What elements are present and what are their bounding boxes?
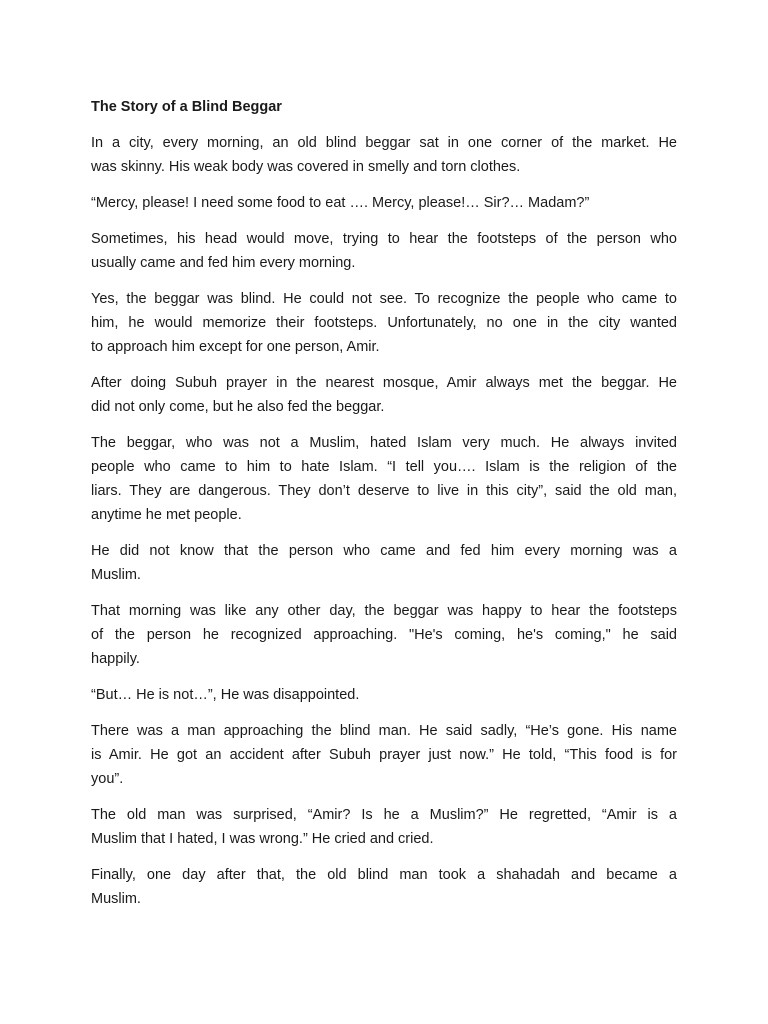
paragraph-line: He did not know that the person who came and fed him every morning was a <box>91 543 677 559</box>
paragraph <box>91 599 677 671</box>
paragraph <box>91 803 677 851</box>
paragraph-line: Muslim that I hated, I was wrong.” He cried and cried. <box>91 831 434 847</box>
paragraph-line: Yes, the beggar was blind. He could not see. To recognize the people who came to <box>91 291 677 307</box>
paragraph-line: anytime he met people. <box>91 507 242 523</box>
paragraph-line: Sometimes, his head would move, trying to hear the footsteps of the person who <box>91 231 677 247</box>
paragraph-line: In a city, every morning, an old blind beggar sat in one corner of the market. He <box>91 135 677 151</box>
paragraph-line: Muslim. <box>91 567 141 583</box>
paragraph-line: was skinny. His weak body was covered in smelly and torn clothes. <box>91 159 521 175</box>
paragraph-line: happily. <box>91 651 140 667</box>
paragraph <box>91 539 677 587</box>
paragraph-line: “Mercy, please! I need some food to eat …. Mercy, please!… Sir?… Madam?” <box>91 195 590 211</box>
paragraph-line: That morning was like any other day, the beggar was happy to hear the footsteps <box>91 603 677 619</box>
paragraph-line: After doing Subuh prayer in the nearest mosque, Amir always met the beggar. He <box>91 375 677 391</box>
paragraph-line: There was a man approaching the blind man. He said sadly, “He’s gone. His name <box>91 723 677 739</box>
paragraph <box>91 431 677 527</box>
paragraph-line: Muslim. <box>91 891 141 907</box>
document-body <box>91 131 677 911</box>
document-title: The Story of a Blind Beggar <box>91 99 282 115</box>
paragraph <box>91 371 677 419</box>
paragraph <box>91 191 677 215</box>
paragraph <box>91 863 677 911</box>
paragraph-line: did not only come, but he also fed the beggar. <box>91 399 385 415</box>
paragraph-line: you”. <box>91 771 124 787</box>
paragraph-line: The old man was surprised, “Amir? Is he a Muslim?” He regretted, “Amir is a <box>91 807 677 823</box>
paragraph <box>91 719 677 791</box>
paragraph <box>91 227 677 275</box>
paragraph-line: him, he would memorize their footsteps. Unfortunately, no one in the city wanted <box>91 315 677 331</box>
paragraph <box>91 683 677 707</box>
paragraph-line: The beggar, who was not a Muslim, hated Islam very much. He always invited <box>91 435 677 451</box>
paragraph-line: is Amir. He got an accident after Subuh prayer just now.” He told, “This food is for <box>91 747 677 763</box>
paragraph-line: “But… He is not…”, He was disappointed. <box>91 687 360 703</box>
paragraph-line: of the person he recognized approaching. "He's coming, he's coming," he said <box>91 627 677 643</box>
paragraph-line: to approach him except for one person, Amir. <box>91 339 380 355</box>
paragraph <box>91 131 677 179</box>
paragraph-line: people who came to him to hate Islam. “I tell you…. Islam is the religion of the <box>91 459 677 475</box>
paragraph <box>91 287 677 359</box>
paragraph-line: Finally, one day after that, the old blind man took a shahadah and became a <box>91 867 677 883</box>
document-page <box>91 95 677 923</box>
paragraph-line: liars. They are dangerous. They don’t deserve to live in this city”, said the old man, <box>91 483 677 499</box>
paragraph-line: usually came and fed him every morning. <box>91 255 356 271</box>
